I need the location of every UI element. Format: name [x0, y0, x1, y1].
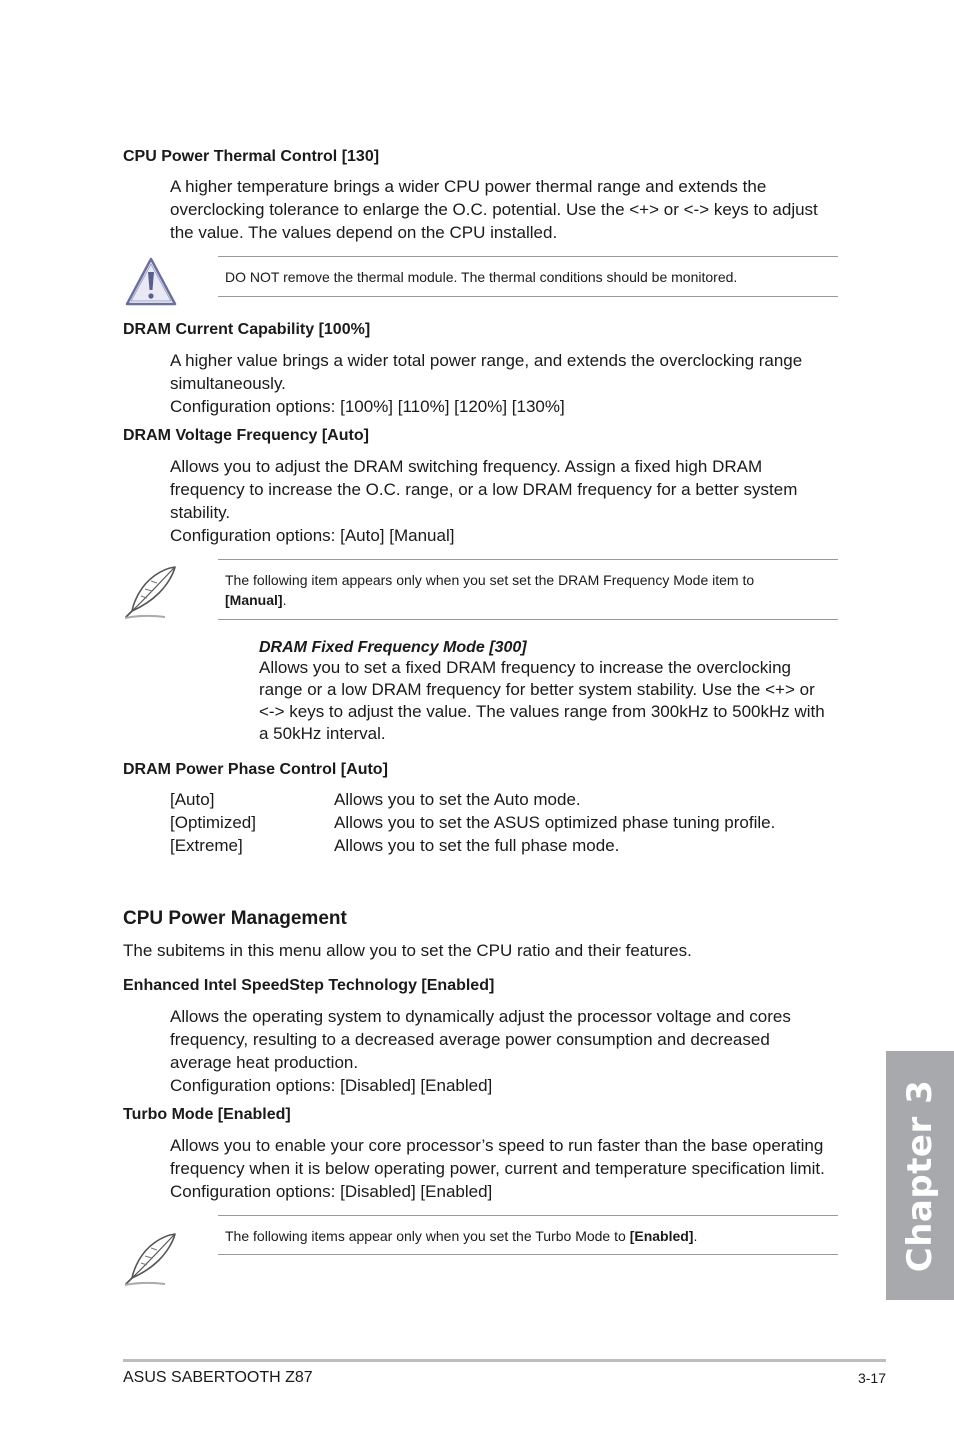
option-row: [170, 834, 840, 857]
option-row: [170, 811, 840, 834]
text-line: Allows you to set a fixed DRAM frequency to increase the overclocking: [259, 658, 791, 677]
text-line: frequency, resulting to a decreased average power consumption and decreased: [170, 1030, 770, 1049]
option-description: Allows you to set the full phase mode.: [334, 836, 620, 855]
option-key: [Auto]: [170, 790, 215, 809]
option-key: [Optimized]: [170, 813, 256, 832]
footer-divider: [123, 1359, 886, 1362]
text-line: A higher temperature brings a wider CPU power thermal range and extends the: [170, 177, 767, 196]
section-heading-cpu-power-thermal: CPU Power Thermal Control [130]: [123, 148, 380, 165]
text-line: a 50kHz interval.: [259, 724, 386, 743]
cpu-power-management-intro: The subitems in this menu allow you to set the CPU ratio and their features.: [123, 941, 692, 960]
text-line: simultaneously.: [170, 374, 286, 393]
dram-current-description: [170, 349, 840, 418]
footer-product-name: ASUS SABERTOOTH Z87: [123, 1369, 313, 1386]
option-row: [170, 788, 840, 811]
note-body: The following item appears only when you set set the DRAM Frequency Mode item to: [225, 572, 755, 588]
speedstep-description: [170, 1005, 840, 1097]
divider: [218, 296, 838, 297]
text-line: stability.: [170, 503, 231, 522]
config-options: Configuration options: [Disabled] [Enabled]: [170, 1076, 493, 1095]
chapter-tab: [886, 1051, 954, 1300]
note-body: The following items appear only when you set the Turbo Mode to: [225, 1228, 626, 1244]
text-line: frequency to increase the O.C. range, or a low DRAM frequency for a better system: [170, 480, 798, 499]
divider: [218, 256, 838, 257]
option-key: [Extreme]: [170, 836, 243, 855]
section-heading-turbo-mode: Turbo Mode [Enabled]: [123, 1106, 291, 1123]
cpu-power-thermal-description: [170, 175, 840, 244]
text-line: Allows you to adjust the DRAM switching frequency. Assign a fixed high DRAM: [170, 457, 763, 476]
option-description: Allows you to set the ASUS optimized phase tuning profile.: [334, 813, 776, 832]
section-heading-speedstep: Enhanced Intel SpeedStep Technology [Enabled]: [123, 977, 495, 994]
note-emphasis: [Enabled]: [629, 1228, 694, 1244]
text-line: overclocking tolerance to enlarge the O.C. potential. Use the <+> or <-> keys to adjust: [170, 200, 818, 219]
text-line: Allows the operating system to dynamically adjust the processor voltage and cores: [170, 1007, 791, 1026]
turbo-mode-description: [170, 1134, 840, 1203]
divider: [218, 619, 838, 620]
text-line: <-> keys to adjust the value. The values range from 300kHz to 500kHz with: [259, 702, 825, 721]
turbo-note-text: [225, 1226, 835, 1246]
chapter-label: Chapter 3: [900, 1079, 940, 1272]
warning-note-text: DO NOT remove the thermal module. The thermal conditions should be monitored.: [225, 269, 738, 285]
note-punctuation: .: [282, 592, 287, 608]
feather-pen-icon: [121, 563, 181, 621]
section-heading-cpu-power-management: CPU Power Management: [123, 908, 347, 929]
text-line: the value. The values depend on the CPU installed.: [170, 223, 558, 242]
feather-pen-icon: [121, 1230, 181, 1288]
note-punctuation: .: [693, 1228, 698, 1244]
divider: [218, 1215, 838, 1216]
config-options: Configuration options: [Disabled] [Enabled]: [170, 1182, 493, 1201]
divider: [218, 559, 838, 560]
section-heading-dram-current: DRAM Current Capability [100%]: [123, 321, 371, 338]
config-options: Configuration options: [Auto] [Manual]: [170, 526, 455, 545]
dram-fixed-frequency-description: [259, 657, 844, 745]
dram-voltage-frequency-description: [170, 455, 840, 547]
section-heading-dram-voltage-frequency: DRAM Voltage Frequency [Auto]: [123, 427, 369, 444]
section-heading-dram-power-phase: DRAM Power Phase Control [Auto]: [123, 761, 388, 778]
config-options: Configuration options: [100%] [110%] [120%] [130%]: [170, 397, 565, 416]
divider: [218, 1254, 838, 1255]
footer-page-number: 3-17: [857, 1370, 886, 1386]
manual-note-text: [225, 570, 835, 610]
warning-triangle-icon: [124, 256, 178, 308]
text-line: range or a low DRAM frequency for better system stability. Use the <+> or: [259, 680, 815, 699]
text-line: frequency when it is below operating power, current and temperature specification limit.: [170, 1159, 825, 1178]
subsection-heading-dram-fixed-frequency: DRAM Fixed Frequency Mode [300]: [259, 639, 527, 656]
text-line: A higher value brings a wider total power range, and extends the overclocking range: [170, 351, 803, 370]
text-line: average heat production.: [170, 1053, 359, 1072]
dram-power-phase-options: [170, 788, 840, 857]
note-emphasis: [Manual]: [225, 592, 283, 608]
option-description: Allows you to set the Auto mode.: [334, 790, 581, 809]
text-line: Allows you to enable your core processor’s speed to run faster than the base operating: [170, 1136, 824, 1155]
